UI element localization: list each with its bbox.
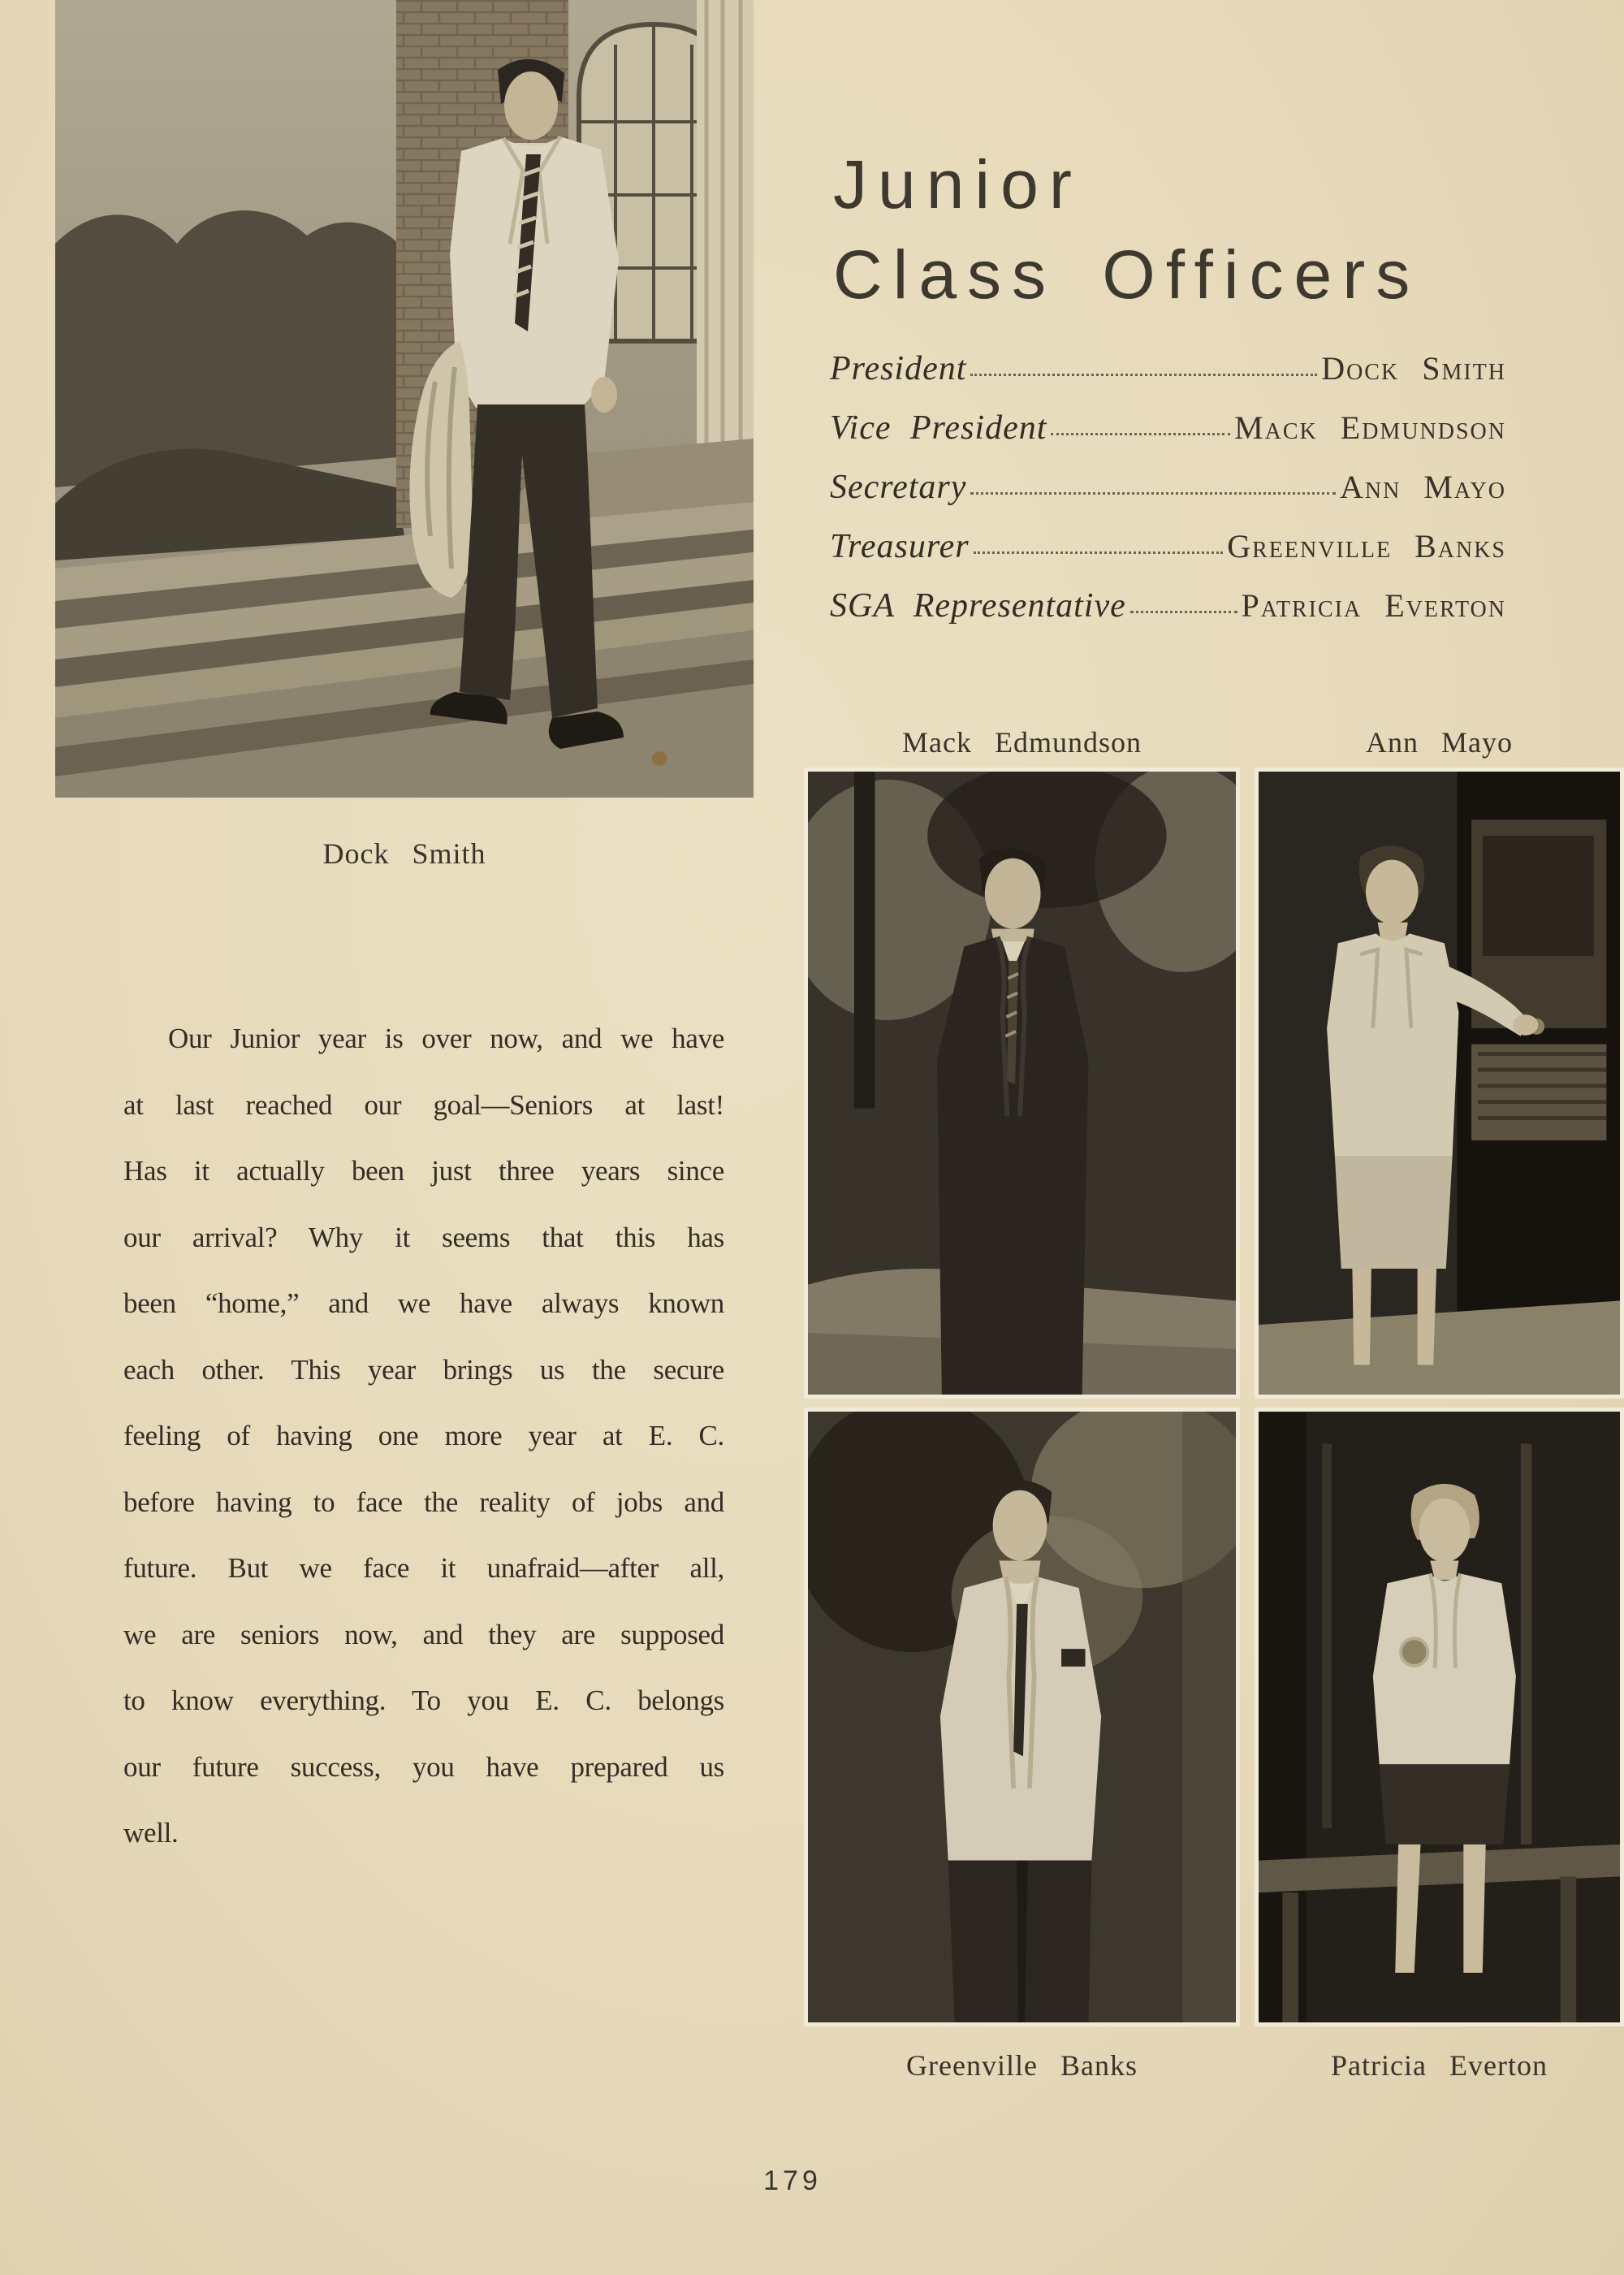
- officer-row-vice-president: [830, 409, 1506, 447]
- photo-ann-mayo: [1255, 768, 1624, 1399]
- officer-title: Treasurer: [830, 528, 970, 565]
- essay-line: Our Junior year is over now, and we have: [168, 1023, 724, 1054]
- officer-row-treasurer: [830, 527, 1506, 565]
- photo-dock-smith: [55, 0, 754, 798]
- essay-line: before having to face the reality of jobs and: [123, 1486, 724, 1518]
- officer-row-sga-representative: [830, 586, 1506, 625]
- photo-greenville-banks: [804, 1408, 1240, 2026]
- patricia-everton-photo-image: [1259, 1412, 1620, 2022]
- essay-line: Has it actually been just three years since: [123, 1155, 724, 1187]
- dotted-leader: [970, 374, 1317, 376]
- officer-row-president: [830, 349, 1506, 387]
- essay-paragraph: [123, 1006, 724, 1866]
- caption-patricia-everton: Patricia Everton: [1331, 2049, 1548, 2082]
- officer-name: Dock Smith: [1321, 350, 1506, 387]
- officer-name: Greenville Banks: [1227, 528, 1506, 564]
- dotted-leader: [1051, 433, 1230, 435]
- dotted-leader: [970, 492, 1336, 495]
- essay-line: each other. This year brings us the secure: [123, 1353, 724, 1386]
- essay-line: at last reached our goal—Seniors at last!: [123, 1088, 724, 1121]
- essay-line: well.: [123, 1817, 179, 1849]
- caption-greenville-banks: Greenville Banks: [906, 2049, 1138, 2082]
- officer-title: President: [830, 350, 967, 387]
- mack-edmundson-photo-image: [808, 772, 1236, 1395]
- officer-title: SGA Representative: [830, 587, 1126, 625]
- essay-line: to know everything. To you E. C. belongs: [123, 1685, 724, 1716]
- label-ann-mayo: Ann Mayo: [1366, 726, 1513, 759]
- officer-name: Ann Mayo: [1340, 469, 1506, 505]
- officer-name: Mack Edmundson: [1234, 409, 1506, 446]
- dock-smith-photo-image: [55, 0, 754, 798]
- page-title: [833, 140, 1420, 320]
- officer-title: Secretary: [830, 469, 967, 506]
- officer-title: Vice President: [830, 409, 1047, 447]
- label-mack-edmundson: Mack Edmundson: [902, 726, 1142, 759]
- ann-mayo-photo-image: [1259, 772, 1620, 1395]
- page-number: 179: [763, 2165, 822, 2196]
- dotted-leader: [1130, 611, 1237, 613]
- officer-name: Patricia Everton: [1241, 587, 1506, 624]
- greenville-banks-photo-image: [808, 1412, 1236, 2022]
- essay-line: our arrival? Why it seems that this has: [123, 1221, 724, 1253]
- page-title-line2: Class Officers: [833, 236, 1421, 313]
- page-title-line1: Junior: [833, 146, 1082, 223]
- officer-row-secretary: [830, 468, 1506, 506]
- essay-line: our future success, you have prepared us: [123, 1750, 724, 1783]
- essay-line: we are seniors now, and they are supposed: [123, 1618, 724, 1650]
- dotted-leader: [974, 551, 1224, 554]
- essay-line: been “home,” and we have always known: [123, 1287, 724, 1319]
- essay-line: feeling of having one more year at E. C.: [123, 1420, 724, 1451]
- caption-dock-smith: Dock Smith: [322, 837, 486, 870]
- essay-line: future. But we face it unafraid—after all,: [123, 1552, 724, 1584]
- officer-list: [830, 349, 1506, 646]
- photo-patricia-everton: [1255, 1408, 1624, 2026]
- photo-mack-edmundson: [804, 768, 1240, 1399]
